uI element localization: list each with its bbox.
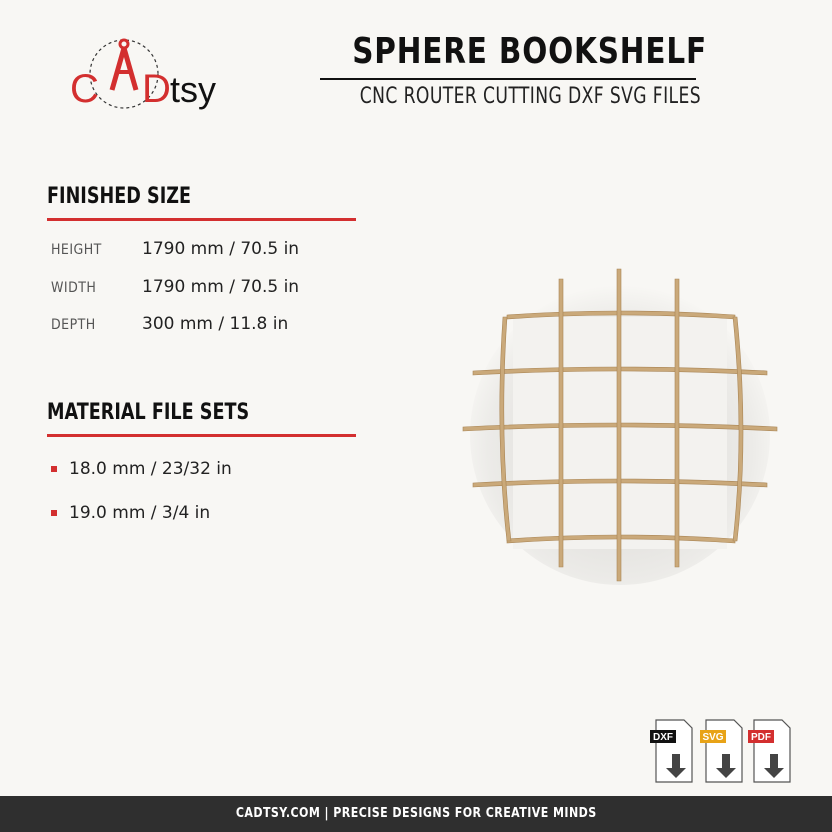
page-title: SPHERE BOOKSHELF [352,31,707,72]
logo-c: C [70,67,99,111]
compass-icon [112,40,136,90]
header [318,26,707,114]
depth-label: DEPTH [51,317,96,333]
pdf-label: PDF [751,732,771,743]
svg-label: SVG [702,732,724,743]
cadtsy-logo [66,30,246,120]
material-item: 19.0 mm / 3/4 in [69,503,211,523]
material-rule [47,434,356,437]
logo-d: D [142,67,171,111]
dxf-label: DXF [653,732,673,743]
height-label: HEIGHT [51,242,102,258]
width-label: WIDTH [51,280,97,296]
footer-text: CADTSY.COM | PRECISE DESIGNS FOR CREATIVE MINDS [235,806,597,821]
depth-value: 300 mm / 11.8 in [142,314,289,334]
material-item: 18.0 mm / 23/32 in [69,459,232,479]
svg-file-icon [700,720,742,782]
page-subtitle: CNC ROUTER CUTTING DXF SVG FILES [359,84,701,109]
file-format-badges [648,716,798,788]
material-heading: MATERIAL FILE SETS [47,400,250,425]
logo-tsy: tsy [170,69,217,110]
finished-size-heading: FINISHED SIZE [47,184,192,209]
width-value: 1790 mm / 70.5 in [142,277,300,297]
bullet-icon [51,510,57,516]
height-value: 1790 mm / 70.5 in [142,239,300,259]
pdf-file-icon [748,720,790,782]
sphere-bookshelf-image [455,255,785,595]
finished-size-rule [47,218,356,221]
bullet-icon [51,466,57,472]
footer [0,796,832,832]
dxf-file-icon [650,720,692,782]
